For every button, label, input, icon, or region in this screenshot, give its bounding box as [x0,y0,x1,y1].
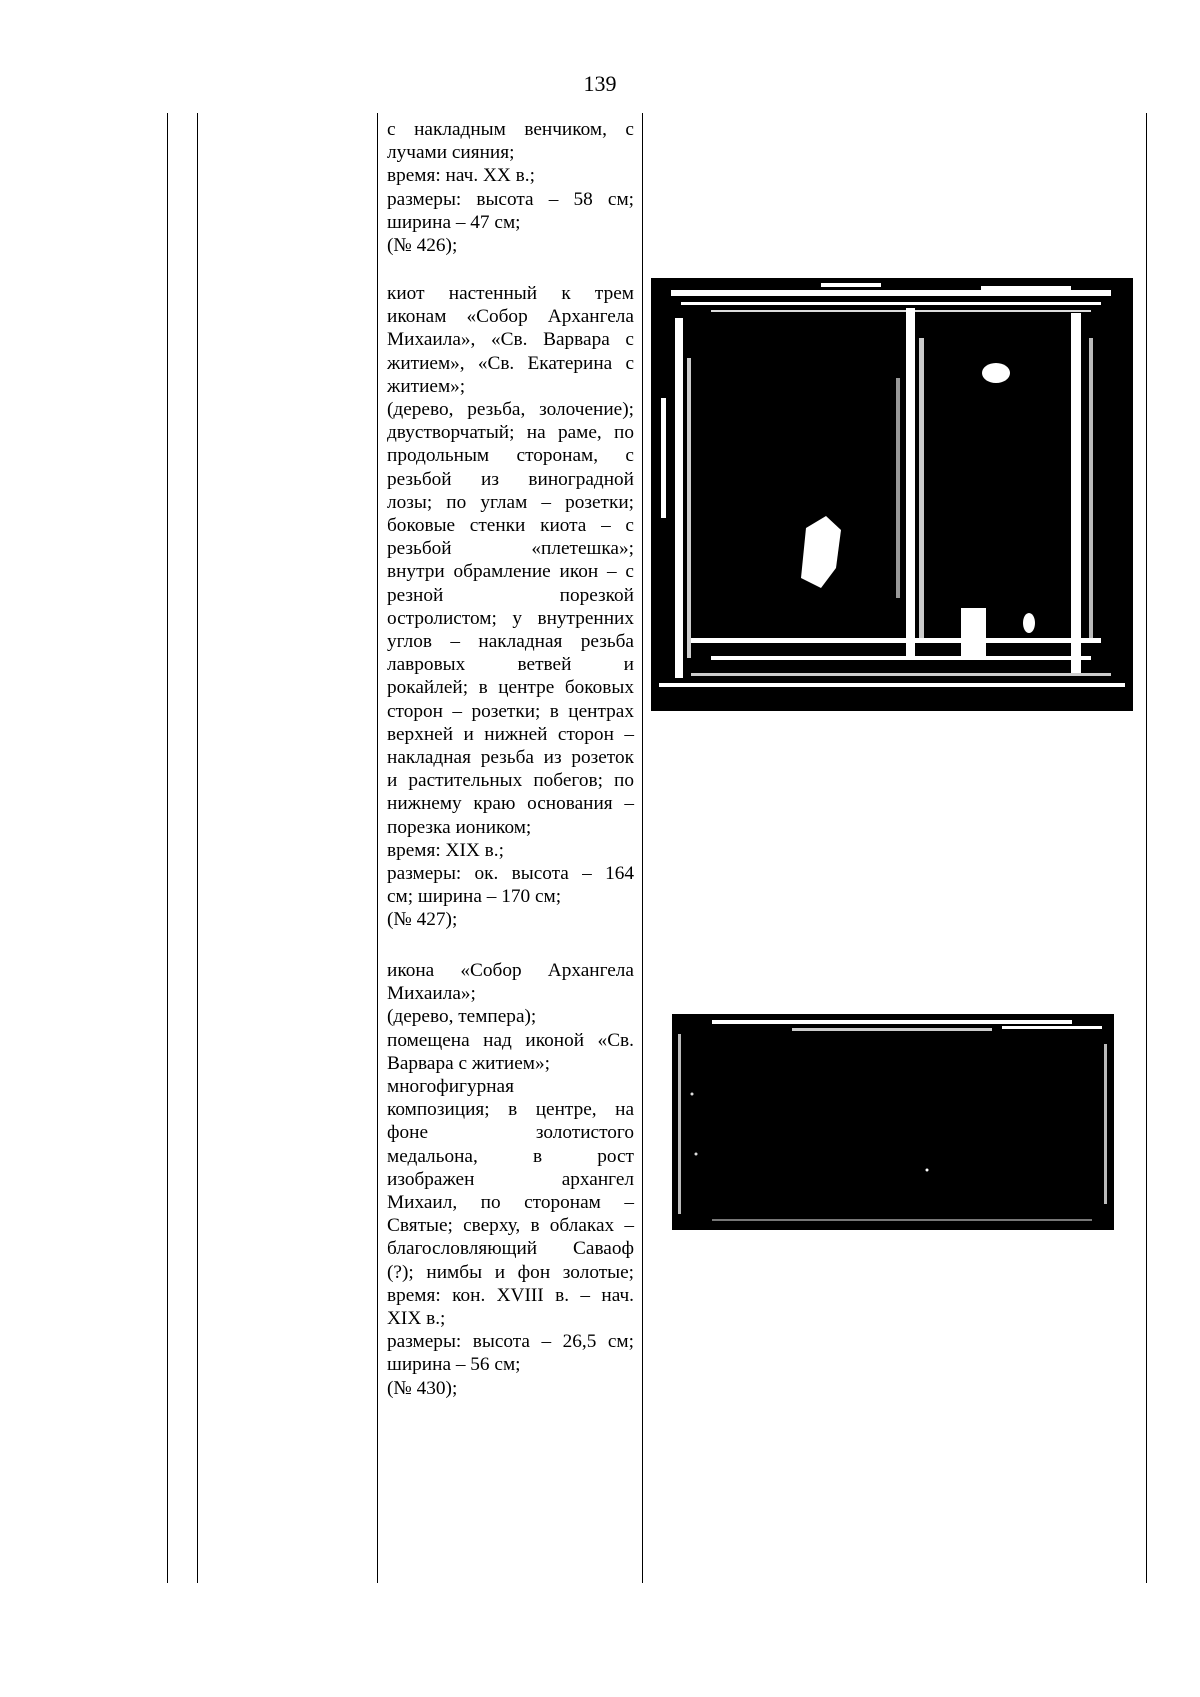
text-line: Михаила»; [387,983,476,1005]
text-line: (дерево, резьба, золочение); [387,399,634,421]
text-line: время: нач. XX в.; [387,165,535,187]
text-line: житием»; [387,375,466,397]
text-line: (№ 426); [387,235,458,257]
table-rule-left-outer [167,113,168,1583]
text-line: остролистом; у внутренних [387,607,634,629]
table-rule-description-left [377,113,378,1583]
text-line: и растительных побегов; по [387,770,634,792]
text-line: лавровых ветвей и [387,654,634,676]
text-line: порезка иоником; [387,816,532,838]
text-line: XIX в.; [387,1308,446,1330]
text-line: размеры: ок. высота – 164 [387,863,634,885]
text-line: житием», «Св. Екатерина с [387,352,634,374]
text-line: (№ 427); [387,909,458,931]
text-line: помещена над иконой «Св. [387,1029,634,1051]
text-line: (?); нимбы и фон золотые; [387,1261,634,1283]
text-line: см; ширина – 170 см; [387,886,562,908]
text-line: лучами сияния; [387,142,515,164]
text-line: Святые; сверху, в облаках – [387,1215,634,1237]
text-line: боковые стенки киота – с [387,515,634,537]
text-line: резьбой «плетешка»; [387,538,634,560]
text-line: изображен архангел [387,1168,634,1190]
text-line: медальона, в рост [387,1145,634,1167]
text-line: (дерево, темпера); [387,1006,537,1028]
icon-photo [672,1014,1114,1230]
text-line: киот настенный к трем [387,283,634,304]
text-line: икона «Собор Архангела [387,960,634,981]
text-line: композиция; в центре, на [387,1099,634,1121]
text-line: Михаила», «Св. Варвара с [387,329,634,351]
text-line: многофигурная [387,1076,514,1098]
kiot-photo [651,278,1133,711]
entry-430-description [387,959,634,1400]
icon-photo-image [672,1014,1114,1230]
text-line: верхней и нижней сторон – [387,723,634,745]
text-line: сторон – розетки; в центрах [387,700,634,722]
text-line: резной порезкой [387,584,634,606]
text-line: размеры: высота – 26,5 см; [387,1331,634,1353]
text-line: время: XIX в.; [387,839,504,861]
table-rule-description-right [642,113,643,1583]
text-line: иконам «Собор Архангела [387,306,634,328]
text-line: ширина – 56 см; [387,1354,521,1376]
page-number: 139 [583,71,617,96]
text-line: время: кон. XVIII в. – нач. [387,1284,634,1306]
text-line: нижнему краю основания – [387,793,634,815]
text-line: фоне золотистого [387,1122,634,1144]
text-line: внутри обрамление икон – с [387,561,634,583]
text-line: (№ 430); [387,1377,458,1399]
text-line: накладная резьба из розеток [387,747,634,769]
entry-426-description [387,118,634,257]
text-line: Михаил, по сторонам – [387,1192,634,1214]
kiot-photo-image [651,278,1133,711]
text-line: резьбой из виноградной [387,468,634,490]
text-line: с накладным венчиком, с [387,119,634,140]
text-line: двустворчатый; на раме, по [387,422,634,444]
text-line: ширина – 47 см; [387,211,521,233]
table-rule-right-outer [1146,113,1147,1583]
text-line: размеры: высота – 58 см; [387,188,634,210]
entry-427-description [387,282,634,932]
text-line: благословляющий Саваоф [387,1238,634,1260]
text-line: Варвара с житием»; [387,1052,551,1074]
text-line: продольным сторонам, с [387,445,634,467]
text-line: рокайлей; в центре боковых [387,677,634,699]
text-line: лозы; по углам – розетки; [387,491,634,513]
text-line: углов – накладная резьба [387,631,634,653]
table-rule-left-inner [197,113,198,1583]
